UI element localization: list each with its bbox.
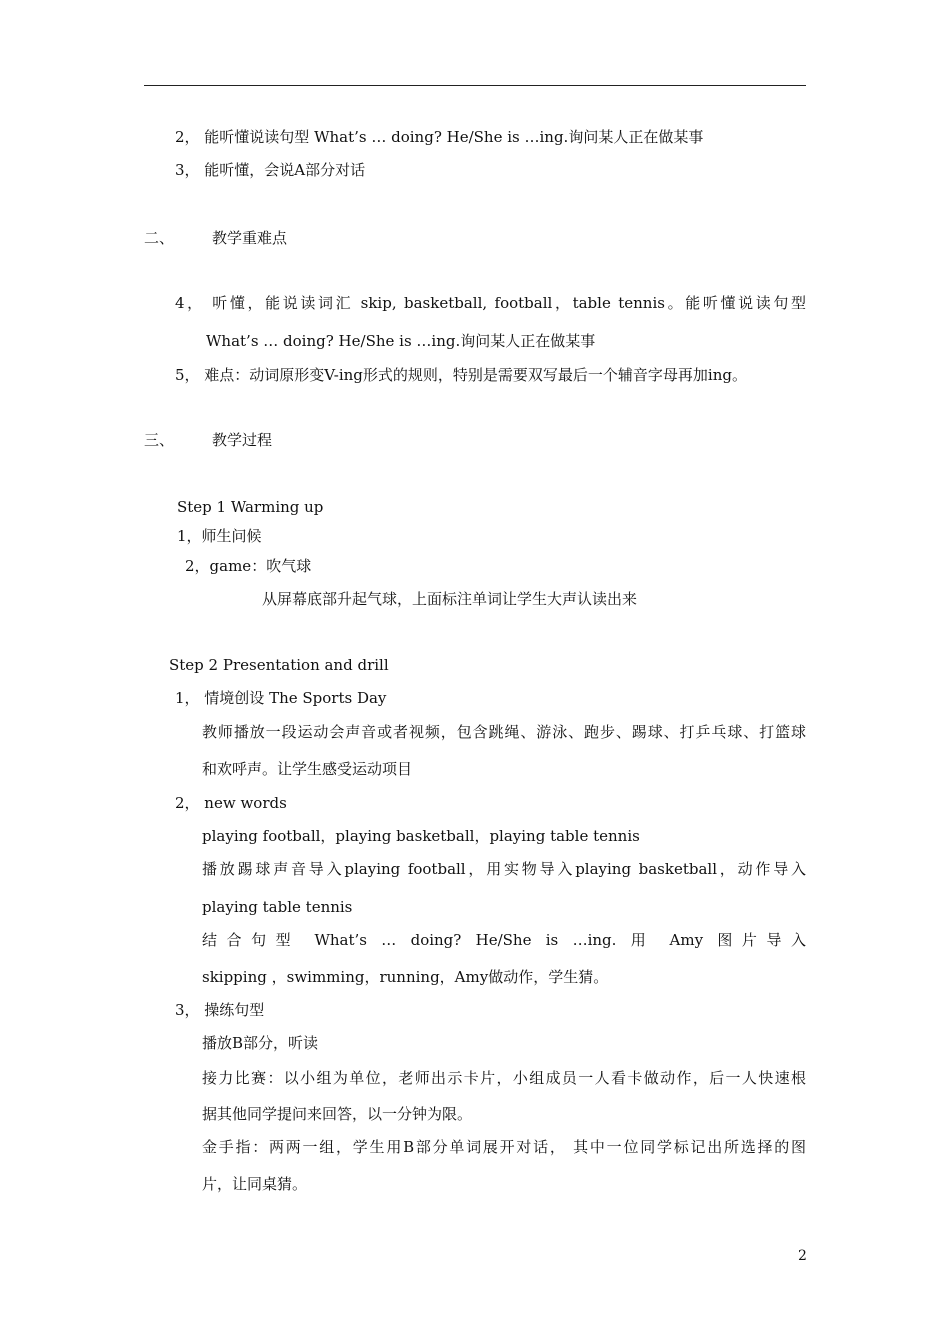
step-2-item-2: 2， new words [175, 794, 287, 812]
new-words-method-continued: playing table tennis [202, 898, 353, 916]
new-words-method: 播放踢球声音导入playing football，用实物导入playing basketball，动作导入 [202, 860, 806, 878]
key-point-item-4-continued: What’s … doing? He/She is …ing.询问某人正在做某事 [206, 332, 596, 350]
step-1-item-2-description: 从屏幕底部升起气球，上面标注单词让学生大声认读出来 [262, 590, 638, 608]
step-1-item-2: 2，game：吹气球 [185, 557, 312, 575]
sentence-pattern-intro: 结合句型 What’s … doing? He/She is …ing. 用 Amy 图片导入 [202, 931, 806, 949]
new-words-list: playing football，playing basketball，playing table tennis [202, 827, 640, 845]
step-2-item-3: 3， 操练句型 [175, 1001, 265, 1019]
header-rule [144, 85, 806, 86]
drill-relay-race: 接力比赛：以小组为单位，老师出示卡片，小组成员一人看卡做动作，后一人快速根 [202, 1069, 806, 1087]
step-1-title: Step 1 Warming up [177, 498, 324, 516]
section-2-title: 教学重难点 [212, 229, 288, 247]
drill-listen-read: 播放B部分，听读 [202, 1034, 319, 1052]
section-2-number: 二、 [144, 229, 175, 247]
page-number: 2 [798, 1248, 807, 1264]
objective-item-2: 2， 能听懂说读句型 What’s … doing? He/She is …ing.询问某人正在做某事 [175, 128, 704, 146]
section-3-number: 三、 [144, 431, 175, 449]
step-2-item-1: 1， 情境创设 The Sports Day [175, 689, 387, 707]
sentence-pattern-intro-continued: skipping ，swimming，running，Amy做动作，学生猜。 [202, 968, 609, 986]
section-3-title: 教学过程 [212, 431, 273, 449]
key-point-item-5: 5， 难点：动词原形变V-ing形式的规则，特别是需要双写最后一个辅音字母再加ing。 [175, 366, 747, 384]
drill-relay-race-continued: 据其他同学提问来回答，以一分钟为限。 [202, 1105, 473, 1123]
objective-item-3: 3， 能听懂，会说A部分对话 [175, 161, 366, 179]
drill-golden-finger: 金手指：两两一组，学生用B部分单词展开对话， 其中一位同学标记出所选择的图 [202, 1138, 806, 1156]
step-2-item-1-description: 教师播放一段运动会声音或者视频，包含跳绳、游泳、跑步、踢球、打乒乓球、打篮球 [202, 723, 806, 741]
key-point-item-4: 4， 听懂，能说读词汇 skip, basketball, football，table tennis。能听懂说读句型 [175, 294, 806, 312]
drill-golden-finger-continued: 片，让同桌猜。 [202, 1175, 308, 1193]
step-1-item-1: 1，师生问候 [177, 527, 262, 545]
step-2-title: Step 2 Presentation and drill [169, 656, 389, 674]
step-2-item-1-description-continued: 和欢呼声。让学生感受运动项目 [202, 760, 413, 778]
